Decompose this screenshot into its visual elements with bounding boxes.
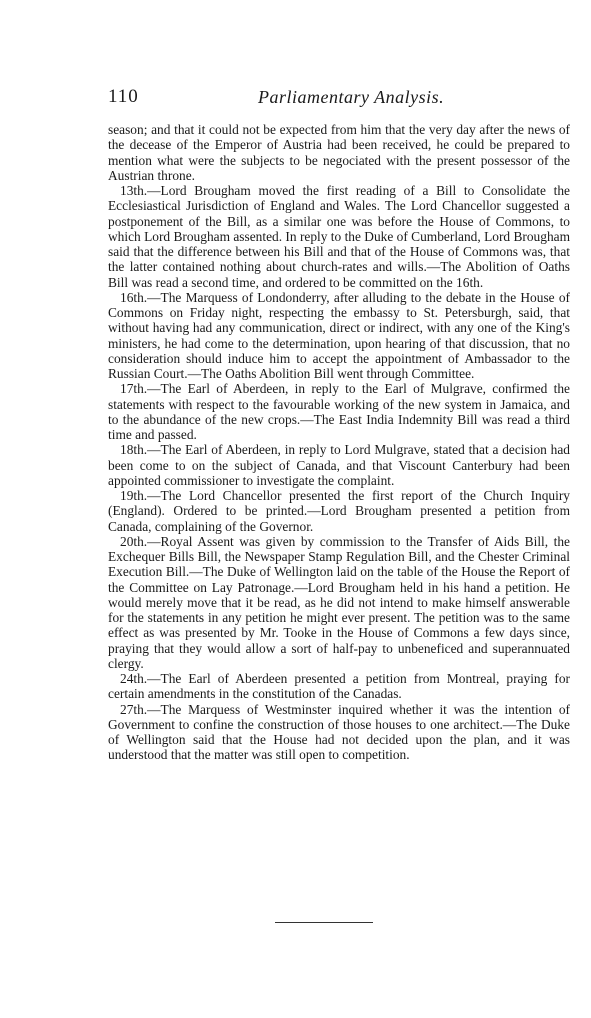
paragraph-16th: 16th.—The Marquess of Londonderry, after alluding to the debate in the House of Commons on Friday night, respecting the embassy to St. Petersburgh, said, that without having had any communication, direct or indirect, with any one of the King's ministers, he had come to the determination, upon hearing of that discussion, that no consideration should induce him to accept the appointment of Ambassador to the Russian Court.—The Oaths Abolition Bill went through Committee. — [108, 289, 570, 381]
paragraph-27th: 27th.—The Marquess of Westminster inquired whether it was the intention of Government to confine the construction of those houses to one architect.—The Duke of Wellington said that the House had not decided upon the plan, and it was understood that the matter was still open to competition. — [108, 701, 570, 763]
running-title: Parliamentary Analysis. — [258, 87, 445, 107]
paragraph-17th: 17th.—The Earl of Aberdeen, in reply to the Earl of Mulgrave, confirmed the statements with respect to the favourable working of the new system in Jamaica, and to the abundance of the new crops.—The East India Indemnity Bill was read a third time and passed. — [108, 381, 570, 442]
paragraph-20th: 20th.—Royal Assent was given by commission to the Transfer of Aids Bill, the Exchequer Bills Bill, the Newspaper Stamp Regulation Bill, and the Chester Criminal Execution Bill.—The Duke of Wellington laid on the table of the House the Report of the Committee on Lay Patronage.—Lord Brougham held in his hand a petition. He would merely move that it be read, as he did not intend to make himself answerable for the statements in any petition he might ever present. The petition was to the same effect as was presented by Mr. Tooke in the House of Commons a few days since, praying that they would allow a sort of half-pay to unbeneficed and superannuated clergy. — [108, 533, 570, 671]
page-number: 110 — [108, 86, 139, 107]
end-rule — [275, 922, 373, 923]
paragraph-18th: 18th.—The Earl of Aberdeen, in reply to Lord Mulgrave, stated that a decision had been come to on the subject of Canada, and that Viscount Canterbury had been appointed commissioner to investigate the complaint. — [108, 442, 570, 488]
paragraph-19th: 19th.—The Lord Chancellor presented the first report of the Church Inquiry (England). Ordered to be printed.—Lord Brougham presented a petition from Canada, complaining of the Governor. — [108, 488, 570, 534]
paragraph-24th: 24th.—The Earl of Aberdeen presented a petition from Montreal, praying for certain amendments in the constitution of the Canadas. — [108, 671, 570, 702]
paragraph-13th: 13th.—Lord Brougham moved the first reading of a Bill to Consolidate the Ecclesiastical Jurisdiction of England and Wales. The Lord Chancellor suggested a postponement of the Bill, as a similar one was before the House of Commons, to which Lord Brougham assented. In reply to the Duke of Cumberland, Lord Brougham said that the difference between his Bill and that of the House of Commons was, that the latter contained nothing about church-rates and wills.—The Abolition of Oaths Bill was read a second time, and ordered to be committed on the 16th. — [108, 183, 570, 290]
paragraph-continuation: season; and that it could not be expected from him that the very day after the news of the decease of the Emperor of Austria had been received, he could be prepared to mention what were the subjects to be negociated with the present possessor of the Austrian throne. — [108, 122, 570, 183]
page-header — [108, 86, 570, 110]
body-text — [108, 122, 570, 763]
